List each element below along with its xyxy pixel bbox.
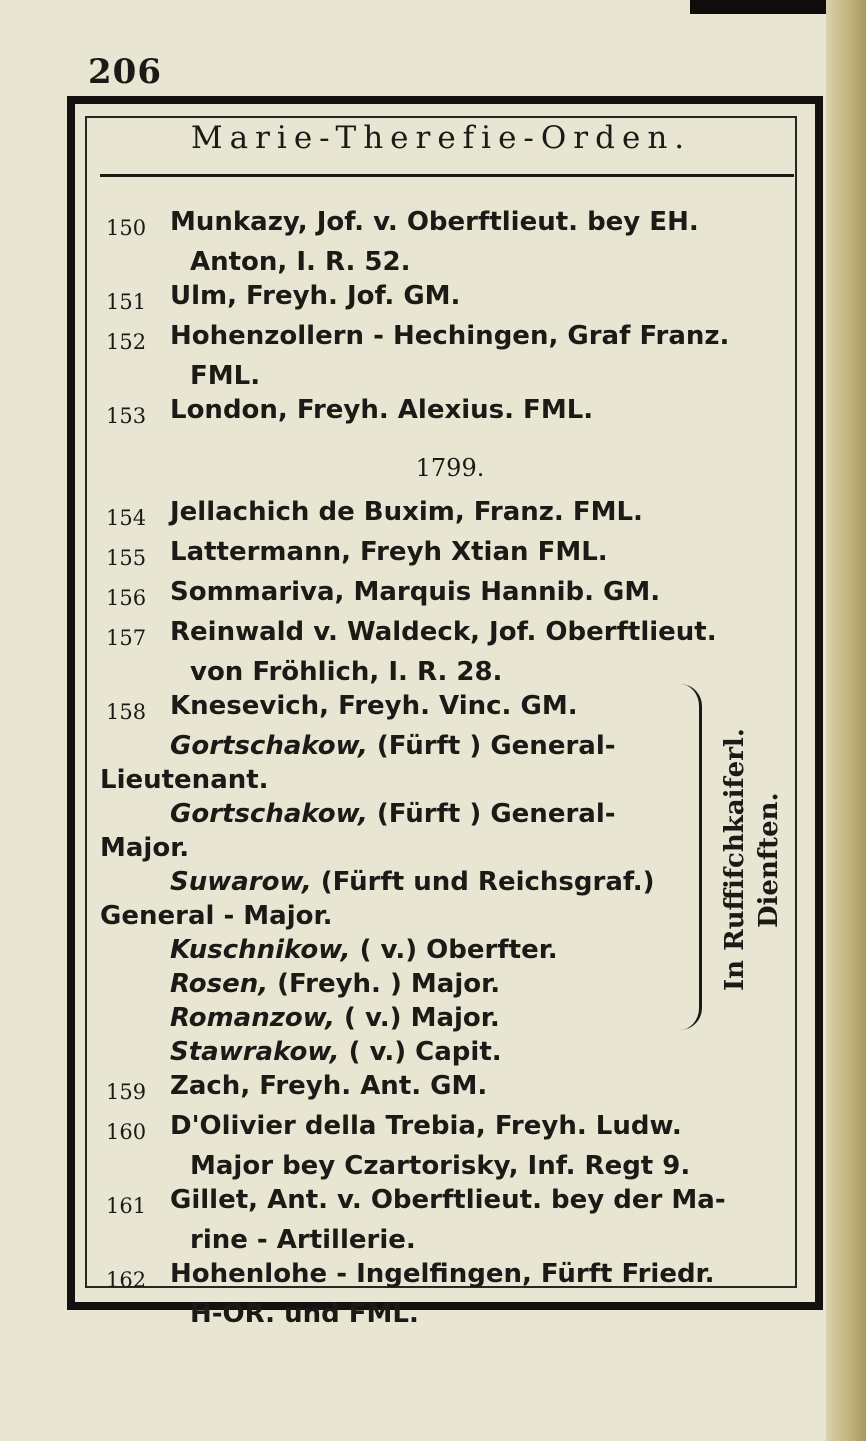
entry-number: 157 bbox=[106, 626, 147, 650]
entry-number: 151 bbox=[106, 290, 147, 314]
entry bbox=[100, 1183, 800, 1223]
entry-text: Lattermann, Freyh Xtian FML. bbox=[170, 537, 608, 567]
member-continuation: General - Major. bbox=[100, 901, 333, 931]
entry-number: 162 bbox=[106, 1268, 147, 1292]
entry-continuation: FML. bbox=[190, 361, 261, 391]
entry-number: 158 bbox=[106, 700, 147, 724]
member-continuation: Major. bbox=[100, 833, 190, 863]
entry-number: 156 bbox=[106, 586, 147, 610]
member-name: Gortschakow, bbox=[170, 731, 368, 761]
member-rank: ( v.) Major. bbox=[344, 1003, 500, 1033]
entry bbox=[100, 1109, 800, 1149]
entry-text: Hohenlohe - Ingelfingen, Fürft Friedr. bbox=[170, 1259, 715, 1289]
entry bbox=[100, 615, 800, 655]
entry-text: Jellachich de Buxim, Franz. FML. bbox=[170, 497, 643, 527]
member-rank: (Fürft ) General- bbox=[376, 799, 616, 829]
entry-text: Ulm, Freyh. Jof. GM. bbox=[170, 281, 461, 311]
member-rank: (Fürft ) General- bbox=[376, 731, 616, 761]
member-rank: (Fürft und Reichsgraf.) bbox=[320, 867, 655, 897]
entry-number: 161 bbox=[106, 1194, 147, 1218]
entry-number: 152 bbox=[106, 330, 147, 354]
entry-number: 155 bbox=[106, 546, 147, 570]
entry-text: Knesevich, Freyh. Vinc. GM. bbox=[170, 691, 578, 721]
page-number: 206 bbox=[88, 52, 162, 92]
entry-text: London, Freyh. Alexius. FML. bbox=[170, 395, 594, 425]
book-edge-right bbox=[826, 0, 866, 1441]
entry-continuation: rine - Artillerie. bbox=[190, 1225, 416, 1255]
entry-text: Sommariva, Marquis Hannib. GM. bbox=[170, 577, 661, 607]
entry-number: 159 bbox=[106, 1080, 147, 1104]
entry bbox=[100, 1069, 800, 1109]
page-title: Marie-Therefie-Orden. bbox=[190, 120, 692, 156]
side-note-line-2: Dienften. bbox=[754, 792, 784, 928]
entry-text: Hohenzollern - Hechingen, Graf Franz. bbox=[170, 321, 730, 351]
entry bbox=[100, 393, 800, 433]
entry-text: Reinwald v. Waldeck, Jof. Oberftlieut. bbox=[170, 617, 717, 647]
entry-number: 154 bbox=[106, 506, 147, 530]
group-bracket bbox=[676, 684, 702, 1030]
entry-number: 153 bbox=[106, 404, 147, 428]
entry bbox=[100, 575, 800, 615]
member-name: Suwarow, bbox=[170, 867, 312, 897]
member-name: Kuschnikow, bbox=[170, 935, 351, 965]
entry bbox=[100, 279, 800, 319]
side-note-line-1: In Ruffifchkaiferl. bbox=[720, 728, 750, 992]
entry-number: 150 bbox=[106, 216, 147, 240]
entry-text: D'Olivier della Trebia, Freyh. Ludw. bbox=[170, 1111, 682, 1141]
entry-text: Gillet, Ant. v. Oberftlieut. bey der Ma- bbox=[170, 1185, 726, 1215]
member-name: Romanzow, bbox=[170, 1003, 335, 1033]
entry-continuation: H-OR. und FML. bbox=[190, 1299, 419, 1329]
entry-continuation: von Fröhlich, I. R. 28. bbox=[190, 657, 503, 687]
group-side-note bbox=[718, 700, 786, 1020]
member-continuation: Lieutenant. bbox=[100, 765, 269, 795]
title-rule bbox=[100, 174, 794, 177]
entry bbox=[100, 535, 800, 575]
entry-text: Munkazy, Jof. v. Oberftlieut. bey EH. bbox=[170, 207, 699, 237]
entry-text: Zach, Freyh. Ant. GM. bbox=[170, 1071, 488, 1101]
year-heading: 1799. bbox=[415, 454, 485, 482]
member-rank: (Freyh. ) Major. bbox=[277, 969, 501, 999]
entry-number: 160 bbox=[106, 1120, 147, 1144]
entry-continuation: Major bey Czartorisky, Inf. Regt 9. bbox=[190, 1151, 691, 1181]
entry bbox=[100, 319, 800, 359]
member-name: Stawrakow, bbox=[170, 1037, 340, 1067]
entry bbox=[100, 205, 800, 245]
entry bbox=[100, 1257, 800, 1297]
entry bbox=[100, 495, 800, 535]
entry-continuation: Anton, I. R. 52. bbox=[190, 247, 411, 277]
russian-member bbox=[100, 1035, 800, 1069]
member-name: Gortschakow, bbox=[170, 799, 368, 829]
member-name: Rosen, bbox=[170, 969, 269, 999]
member-rank: ( v.) Oberfter. bbox=[359, 935, 558, 965]
member-rank: ( v.) Capit. bbox=[348, 1037, 502, 1067]
